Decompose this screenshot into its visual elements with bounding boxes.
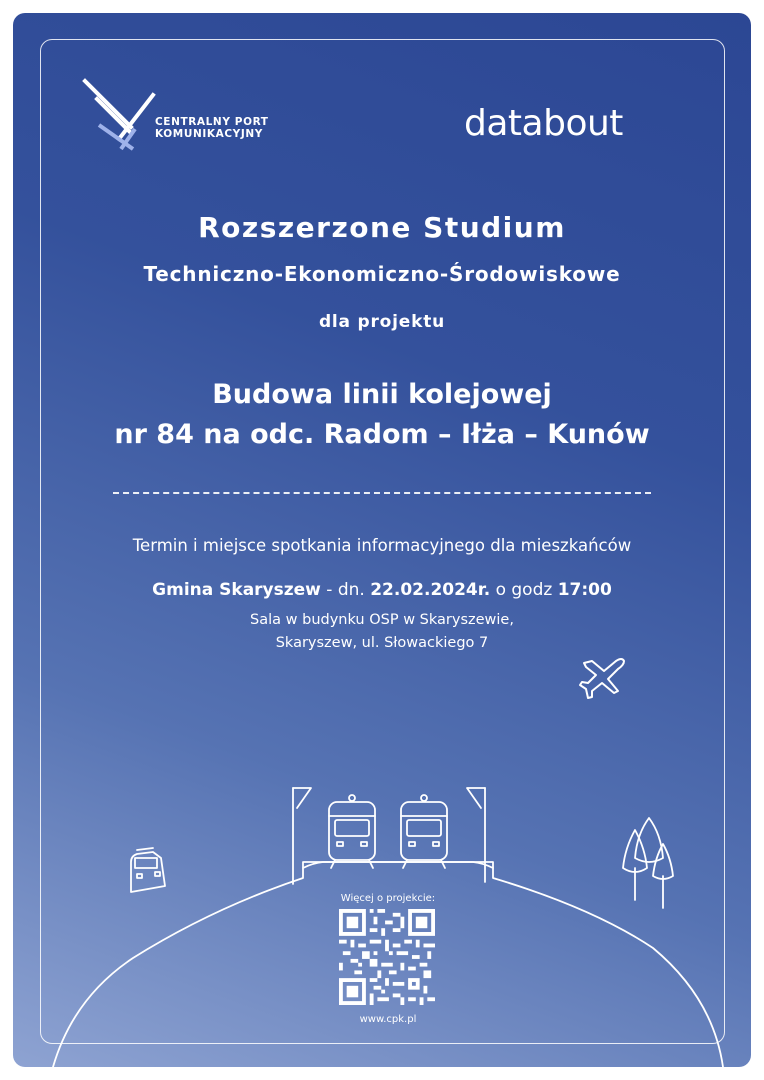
cpk-logo-mark <box>81 77 163 155</box>
meeting-heading: Termin i miejsce spotkania informacyjnego dla mieszkańców <box>132 536 632 555</box>
cpk-line2: KOMUNIKACYJNY <box>155 128 263 140</box>
databout-logo-text: databout <box>464 103 623 144</box>
cpk-logo-text <box>155 116 269 140</box>
poster <box>13 13 751 1067</box>
project-url[interactable]: www.cpk.pl <box>359 1014 417 1025</box>
time-prefix: o godz <box>490 580 558 600</box>
meeting-time: 17:00 <box>557 580 612 600</box>
venue-line2: Skaryszew, ul. Słowackiego 7 <box>275 635 489 651</box>
meeting-when <box>13 580 751 600</box>
date-prefix: - dn. <box>320 580 371 600</box>
title-line1: Rozszerzone Studium <box>198 211 566 244</box>
qr-caption: Więcej o projekcie: <box>340 893 436 904</box>
project-line1: Budowa linii kolejowej <box>212 379 552 410</box>
airplane-icon <box>578 655 626 699</box>
title-line3: dla projektu <box>318 312 446 332</box>
cpk-line1: CENTRALNY PORT <box>155 116 269 128</box>
dashed-divider <box>113 492 651 494</box>
venue-line1: Sala w budynku OSP w Skaryszewie, <box>250 612 514 628</box>
meeting-place: Gmina Skaryszew <box>152 580 321 600</box>
databout-logo <box>464 103 623 144</box>
project-line2: nr 84 na odc. Radom – Iłża – Kunów <box>114 419 650 450</box>
qr-code[interactable] <box>339 909 435 1005</box>
title-line2: Techniczno-Ekonomiczno-Środowiskowe <box>143 262 621 286</box>
meeting-date: 22.02.2024r. <box>370 580 491 600</box>
